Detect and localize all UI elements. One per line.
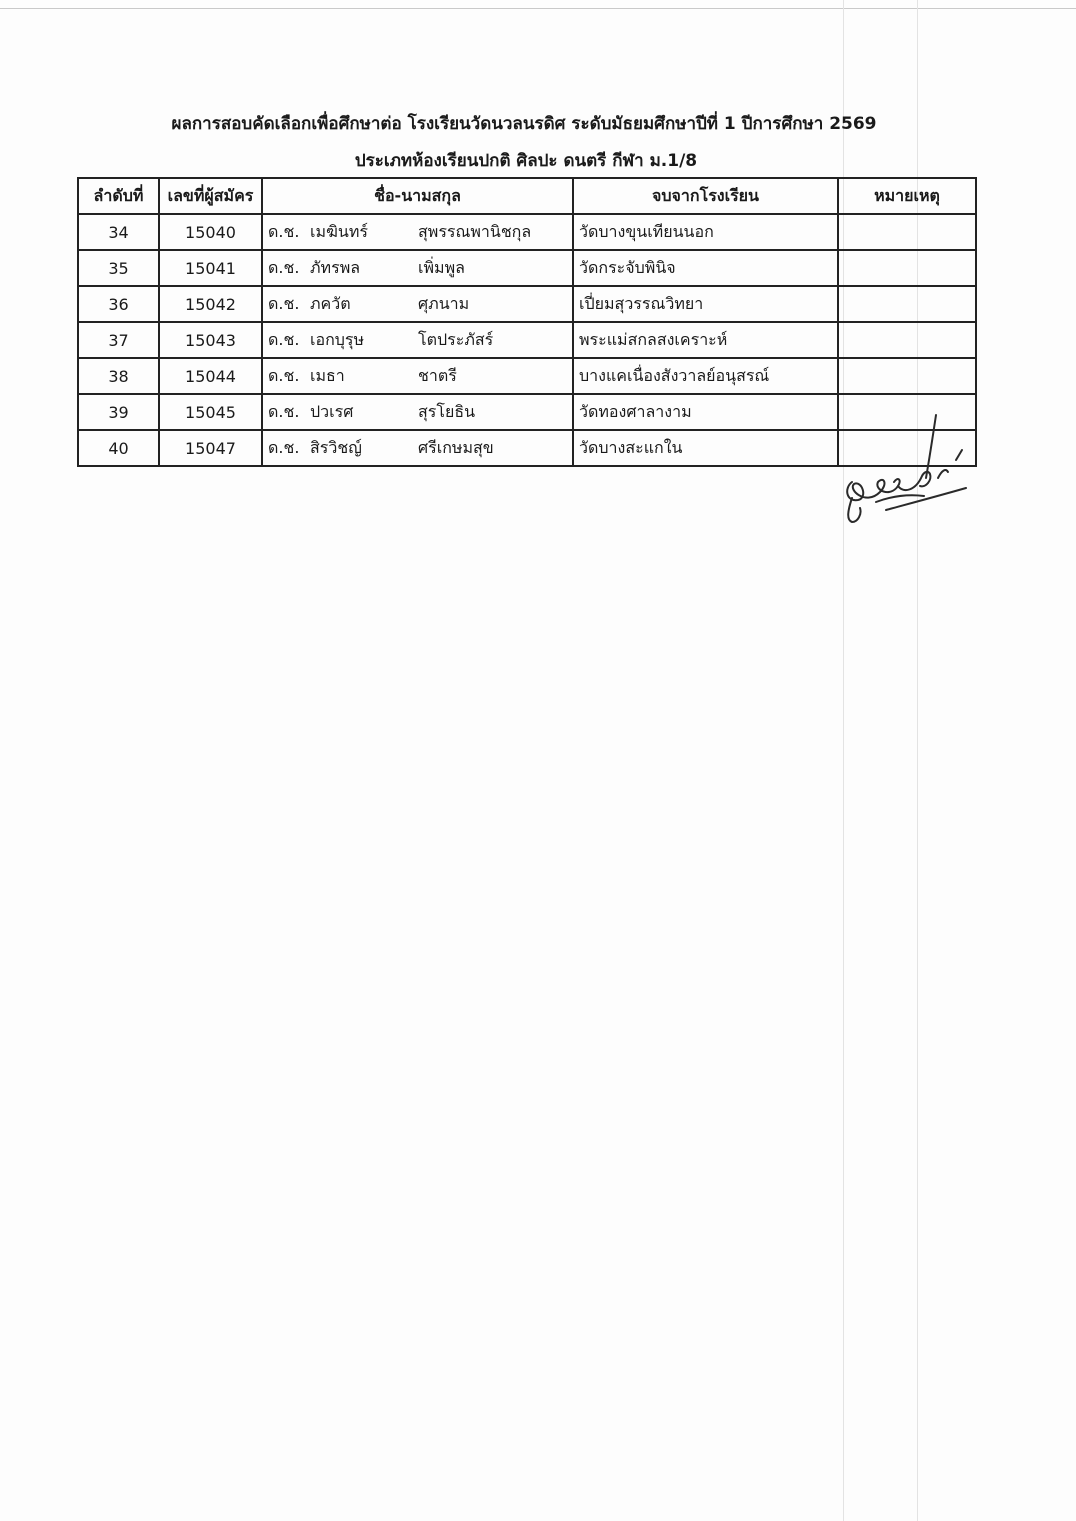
cell-remarks [838, 214, 976, 250]
last-name: ศรีเกษมสุข [418, 437, 494, 457]
header-remarks: หมายเหตุ [838, 178, 976, 214]
cell-remarks [838, 322, 976, 358]
cell-remarks [838, 358, 976, 394]
first-name: ภควัต [310, 293, 351, 313]
table-row [78, 286, 976, 322]
table-row [78, 250, 976, 286]
cell-full-name [262, 430, 573, 466]
cell-applicant-no: 15041 [159, 250, 262, 286]
name-prefix: ด.ช. [268, 365, 300, 385]
cell-applicant-no: 15044 [159, 358, 262, 394]
cell-full-name [262, 358, 573, 394]
document-title: ผลการสอบคัดเลือกเพื่อศึกษาต่อ โรงเรียนวัดนวลนรดิศ ระดับมัธยมศึกษาปีที่ 1 ปีการศึกษา 2569 [171, 114, 877, 134]
header-applicant-no: เลขที่ผู้สมัคร [159, 178, 262, 214]
cell-order: 39 [78, 394, 159, 430]
table-header-row [78, 178, 976, 214]
cell-applicant-no: 15043 [159, 322, 262, 358]
handwritten-signature [838, 410, 978, 535]
last-name: ชาตรี [418, 365, 457, 385]
name-prefix: ด.ช. [268, 257, 300, 277]
name-prefix: ด.ช. [268, 437, 300, 457]
last-name: ศุภนาม [418, 293, 470, 313]
cell-full-name [262, 214, 573, 250]
name-prefix: ด.ช. [268, 401, 300, 421]
cell-full-name [262, 286, 573, 322]
name-prefix: ด.ช. [268, 221, 300, 241]
cell-school: พระแม่สกลสงเคราะห์ [573, 322, 838, 358]
cell-remarks [838, 250, 976, 286]
cell-remarks [838, 286, 976, 322]
header-full-name: ชื่อ-นามสกุล [262, 178, 573, 214]
cell-order: 34 [78, 214, 159, 250]
cell-order: 38 [78, 358, 159, 394]
cell-school: วัดบางขุนเทียนนอก [573, 214, 838, 250]
cell-full-name [262, 394, 573, 430]
cell-applicant-no: 15045 [159, 394, 262, 430]
cell-school: เปี่ยมสุวรรณวิทยา [573, 286, 838, 322]
cell-order: 40 [78, 430, 159, 466]
name-prefix: ด.ช. [268, 293, 300, 313]
document-subtitle: ประเภทห้องเรียนปกติ ศิลปะ ดนตรี กีฬา ม.1/8 [354, 151, 698, 171]
last-name: เพิ่มพูล [418, 257, 465, 277]
first-name: สิรวิชญ์ [310, 437, 362, 457]
cell-applicant-no: 15047 [159, 430, 262, 466]
last-name: สุรโยธิน [418, 401, 476, 421]
table-row [78, 322, 976, 358]
cell-applicant-no: 15040 [159, 214, 262, 250]
first-name: เอกบุรุษ [310, 329, 365, 349]
cell-school: วัดกระจับพินิจ [573, 250, 838, 286]
cell-order: 35 [78, 250, 159, 286]
last-name: สุพรรณพานิชกุล [418, 221, 532, 241]
first-name: ภัทรพล [310, 257, 361, 277]
first-name: ปวเรศ [310, 401, 354, 421]
cell-school: วัดบางสะแกใน [573, 430, 838, 466]
header-school: จบจากโรงเรียน [573, 178, 838, 214]
cell-full-name [262, 322, 573, 358]
cell-order: 37 [78, 322, 159, 358]
first-name: เมธา [310, 365, 345, 385]
name-prefix: ด.ช. [268, 329, 300, 349]
cell-school: วัดทองศาลางาม [573, 394, 838, 430]
table-row [78, 358, 976, 394]
table-row [78, 214, 976, 250]
header-order: ลำดับที่ [78, 178, 159, 214]
scan-edge-line [0, 8, 1076, 9]
last-name: โตประภัสร์ [418, 329, 494, 349]
cell-applicant-no: 15042 [159, 286, 262, 322]
cell-full-name [262, 250, 573, 286]
cell-school: บางแคเนื่องสังวาลย์อนุสรณ์ [573, 358, 838, 394]
first-name: เมฆินทร์ [310, 221, 368, 241]
cell-order: 36 [78, 286, 159, 322]
